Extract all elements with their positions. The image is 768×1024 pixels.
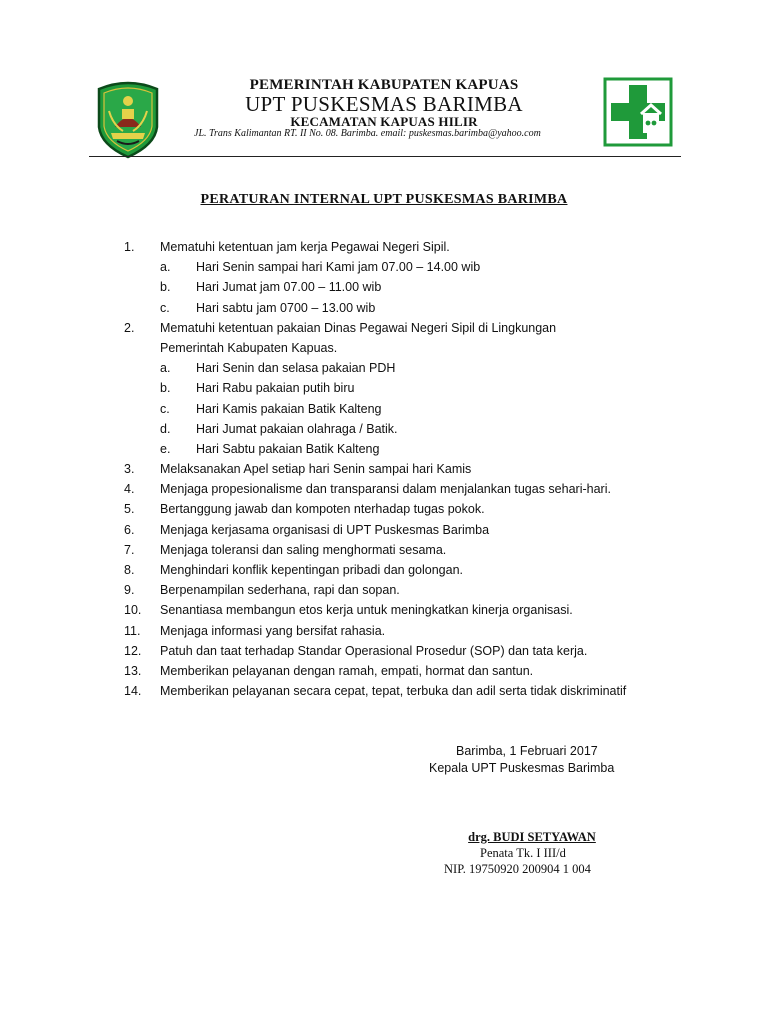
document-title: PERATURAN INTERNAL UPT PUSKESMAS BARIMBA [200, 192, 568, 207]
item-number: 13. [124, 663, 142, 678]
sub-item [0, 277, 768, 297]
sub-item-letter: c. [160, 401, 170, 416]
sub-item-letter: a. [160, 260, 171, 275]
sub-item [0, 378, 768, 398]
list-item [0, 318, 768, 338]
list-item [0, 237, 768, 257]
sub-item-letter: d. [160, 421, 171, 436]
sub-item [0, 358, 768, 378]
list-item [0, 641, 768, 661]
letterhead-divider [89, 156, 681, 157]
signatory-rank: Penata Tk. I III/d [480, 846, 566, 860]
sub-item-letter: b. [160, 280, 171, 295]
item-number: 5. [124, 502, 135, 517]
item-number: 2. [124, 320, 135, 335]
list-item [0, 560, 768, 580]
address-text: JL. Trans Kalimantan RT. II No. 08. Barimba. [194, 128, 379, 139]
item-text: Senantiasa membangun etos kerja untuk meningkatkan kinerja organisasi. [160, 603, 573, 618]
item-number: 12. [124, 643, 142, 658]
sub-item-text: Hari Senin sampai hari Kami jam 07.00 – 14.00 wib [196, 260, 481, 275]
sub-item-letter: a. [160, 361, 171, 376]
sub-item-text: Hari Rabu pakaian putih biru [196, 381, 355, 396]
item-text: Berpenampilan sederhana, rapi dan sopan. [160, 583, 400, 598]
letterhead-address [194, 128, 541, 139]
item-number: 7. [124, 542, 135, 557]
item-text: Memberikan pelayanan secara cepat, tepat, terbuka dan adil serta tidak diskriminatif [160, 684, 627, 699]
sub-item-letter: b. [160, 381, 171, 396]
sub-item-text: Hari sabtu jam 0700 – 13.00 wib [196, 300, 376, 315]
sub-item [0, 399, 768, 419]
sub-item [0, 439, 768, 459]
list-item [0, 600, 768, 620]
sub-item-text: Hari Kamis pakaian Batik Kalteng [196, 401, 382, 416]
list-item-continuation [0, 338, 768, 358]
signature-role: Kepala UPT Puskesmas Barimba [429, 761, 615, 775]
signatory-name-wrap [0, 830, 768, 845]
item-number: 8. [124, 563, 135, 577]
signatory-name: drg. BUDI SETYAWAN [468, 830, 596, 844]
list-item [0, 681, 768, 701]
item-text: Mematuhi ketentuan pakaian Dinas Pegawai Negeri Sipil di Lingkungan [160, 320, 557, 335]
email-text: email: puskesmas.barimba@yahoo.com [380, 128, 541, 139]
signature-place-date: Barimba, 1 Februari 2017 [456, 744, 598, 758]
puskesmas-cross-logo-icon [603, 77, 673, 147]
list-item [0, 479, 768, 499]
list-item [0, 661, 768, 681]
list-item [0, 520, 768, 540]
list-item [0, 580, 768, 600]
item-text: Menjaga propesionalisme dan transparansi dalam menjalankan tugas sehari-hari. [160, 482, 611, 497]
item-text-continuation: Pemerintah Kabupaten Kapuas. [160, 340, 338, 355]
item-number: 11. [124, 623, 141, 638]
item-text: Patuh dan taat terhadap Standar Operasional Prosedur (SOP) dan tata kerja. [160, 643, 588, 658]
item-text: Menjaga kerjasama organisasi di UPT Puskesmas Barimba [160, 522, 490, 537]
item-number: 3. [124, 462, 135, 477]
letterhead-institution: UPT PUSKESMAS BARIMBA [245, 92, 523, 116]
item-text: Menjaga toleransi dan saling menghormati sesama. [160, 542, 447, 557]
letterhead-district: KECAMATAN KAPUAS HILIR [290, 114, 478, 129]
item-text: Menjaga informasi yang bersifat rahasia. [160, 623, 386, 638]
item-text: Memberikan pelayanan dengan ramah, empati, hormat dan santun. [160, 663, 534, 678]
sub-item-letter: e. [160, 441, 171, 456]
sub-item-text: Hari Jumat jam 07.00 – 11.00 wib [196, 280, 382, 295]
item-number: 9. [124, 583, 135, 598]
list-item [0, 499, 768, 519]
item-number: 10. [124, 603, 142, 618]
item-text: Mematuhi ketentuan jam kerja Pegawai Negeri Sipil. [160, 240, 450, 254]
sub-item-text: Hari Jumat pakaian olahraga / Batik. [196, 421, 398, 436]
sub-item-text: Hari Senin dan selasa pakaian PDH [196, 361, 396, 376]
sub-item [0, 419, 768, 439]
list-item [0, 621, 768, 641]
sub-item [0, 298, 768, 318]
item-number: 14. [124, 684, 142, 699]
sub-item [0, 257, 768, 277]
sub-item-letter: c. [160, 300, 170, 315]
sub-item-text: Hari Sabtu pakaian Batik Kalteng [196, 441, 380, 456]
item-text: Menghindari konflik kepentingan pribadi dan golongan. [160, 563, 463, 577]
letterhead-government: PEMERINTAH KABUPATEN KAPUAS [249, 77, 519, 93]
signatory-nip: NIP. 19750920 200904 1 004 [444, 862, 591, 876]
list-item [0, 459, 768, 479]
item-text: Melaksanakan Apel setiap hari Senin sampai hari Kamis [160, 462, 472, 477]
item-number: 6. [124, 522, 135, 537]
item-text: Bertanggung jawab dan kompoten nterhadap tugas pokok. [160, 502, 485, 517]
regulation-list [0, 237, 768, 701]
item-number: 1. [124, 240, 135, 254]
list-item [0, 540, 768, 560]
item-number: 4. [124, 482, 135, 497]
